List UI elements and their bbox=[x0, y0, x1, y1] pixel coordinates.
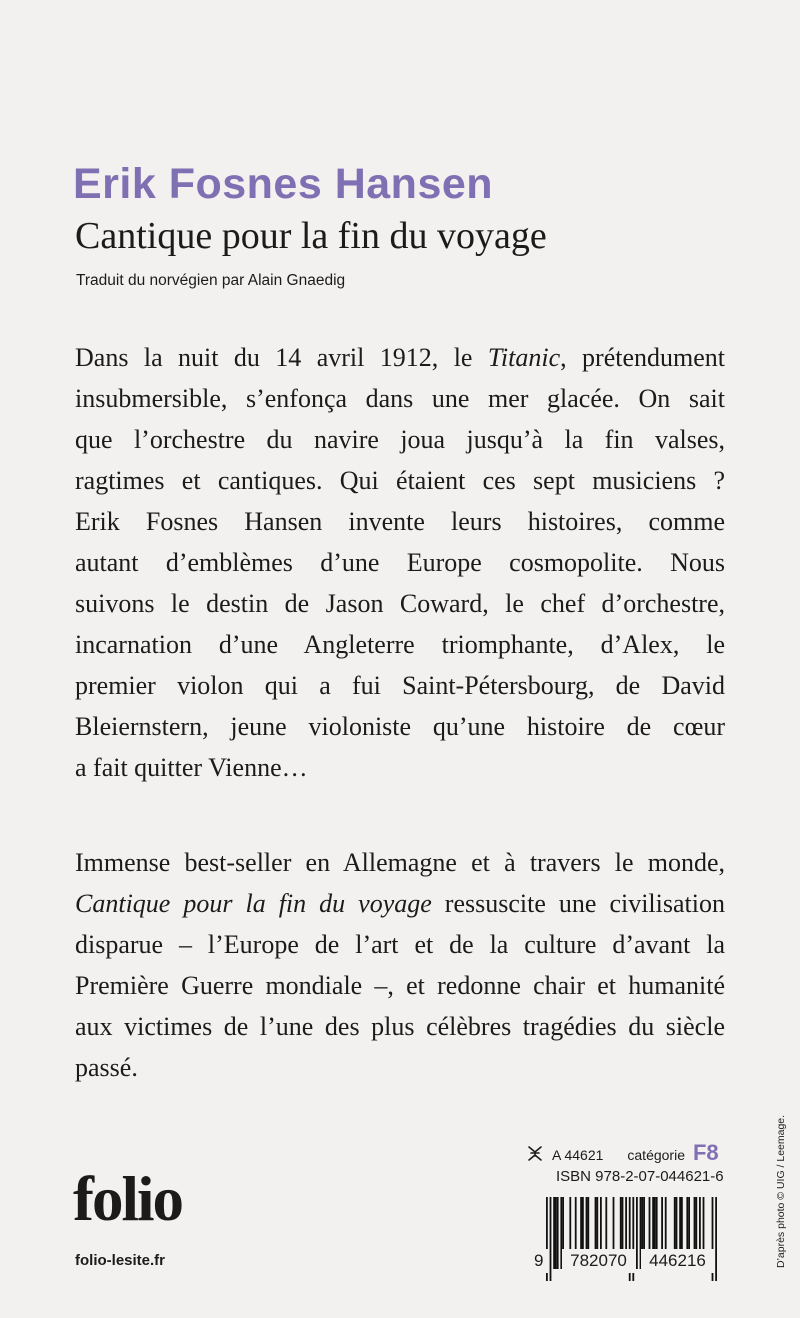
praise-line: passé. bbox=[75, 1053, 138, 1082]
translator-credit: Traduit du norvégien par Alain Gnaedig bbox=[76, 272, 346, 289]
summary-line: incarnation d’une Angleterre triomphante, d’Alex, le bbox=[75, 630, 725, 659]
barcode-left-digits: 782070 bbox=[562, 1249, 635, 1273]
photo-credit: D’après photo © UIG / Leemage. bbox=[775, 1114, 787, 1268]
author-name: Erik Fosnes Hansen bbox=[73, 160, 494, 208]
barcode-first-digit: 9 bbox=[534, 1249, 548, 1273]
folio-logo: folio bbox=[73, 1164, 182, 1234]
summary-line: autant d’emblèmes d’une Europe cosmopolite. Nous bbox=[75, 548, 725, 577]
barcode-right-digits: 446216 bbox=[641, 1249, 714, 1273]
praise-line: aux victimes de l’une des plus célèbres tragédies du siècle bbox=[75, 1012, 725, 1041]
praise-line: Première Guerre mondiale –, et redonne chair et humanité bbox=[75, 971, 725, 1000]
summary-line: premier violon qui a fui Saint-Pétersbourg, de David bbox=[75, 671, 725, 700]
summary-line: a fait quitter Vienne… bbox=[75, 753, 308, 782]
barcode-bar bbox=[636, 1197, 638, 1269]
summary-line: suivons le destin de Jason Coward, le chef d’orchestre, bbox=[75, 589, 725, 618]
catalog-code: A 44621 bbox=[552, 1147, 604, 1163]
summary-line: insubmersible, s’enfonça dans une mer glacée. On sait bbox=[75, 384, 725, 413]
barcode-bar bbox=[555, 1197, 557, 1269]
summary-line: Dans la nuit du 14 avril 1912, le Titanic, prétendument bbox=[75, 343, 725, 372]
category-code: F8 bbox=[692, 1140, 719, 1165]
folio-mark-icon bbox=[526, 1144, 544, 1162]
praise-line: disparue – l’Europe de l’art et de la culture d’avant la bbox=[75, 930, 725, 959]
summary-line: Erik Fosnes Hansen invente leurs histoires, comme bbox=[75, 507, 725, 536]
category-label: catégorie bbox=[627, 1147, 685, 1163]
book-title: Cantique pour la fin du voyage bbox=[75, 215, 547, 257]
barcode-bar bbox=[557, 1197, 559, 1269]
summary-line: Bleiernstern, jeune violoniste qu’une histoire de cœur bbox=[75, 712, 725, 741]
title-mention: Cantique pour la fin du voyage bbox=[75, 889, 432, 918]
praise-line: Cantique pour la fin du voyage ressuscite une civilisation bbox=[75, 889, 725, 918]
isbn: ISBN 978-2-07-044621-6 bbox=[556, 1168, 724, 1185]
barcode-bar bbox=[715, 1197, 717, 1281]
summary-line: ragtimes et cantiques. Qui étaient ces sept musiciens ? bbox=[75, 466, 725, 495]
publisher-website[interactable]: folio-lesite.fr bbox=[75, 1252, 166, 1269]
praise-paragraph bbox=[75, 842, 725, 1088]
summary-paragraph bbox=[75, 337, 725, 788]
praise-line: Immense best-seller en Allemagne et à travers le monde, bbox=[75, 848, 725, 877]
summary-line: que l’orchestre du navire joua jusqu’à la fin valses, bbox=[75, 425, 725, 454]
ship-name: Titanic bbox=[487, 343, 561, 372]
barcode-bar bbox=[553, 1197, 555, 1269]
barcode-bar bbox=[550, 1197, 552, 1281]
catalog-row bbox=[526, 1140, 719, 1166]
